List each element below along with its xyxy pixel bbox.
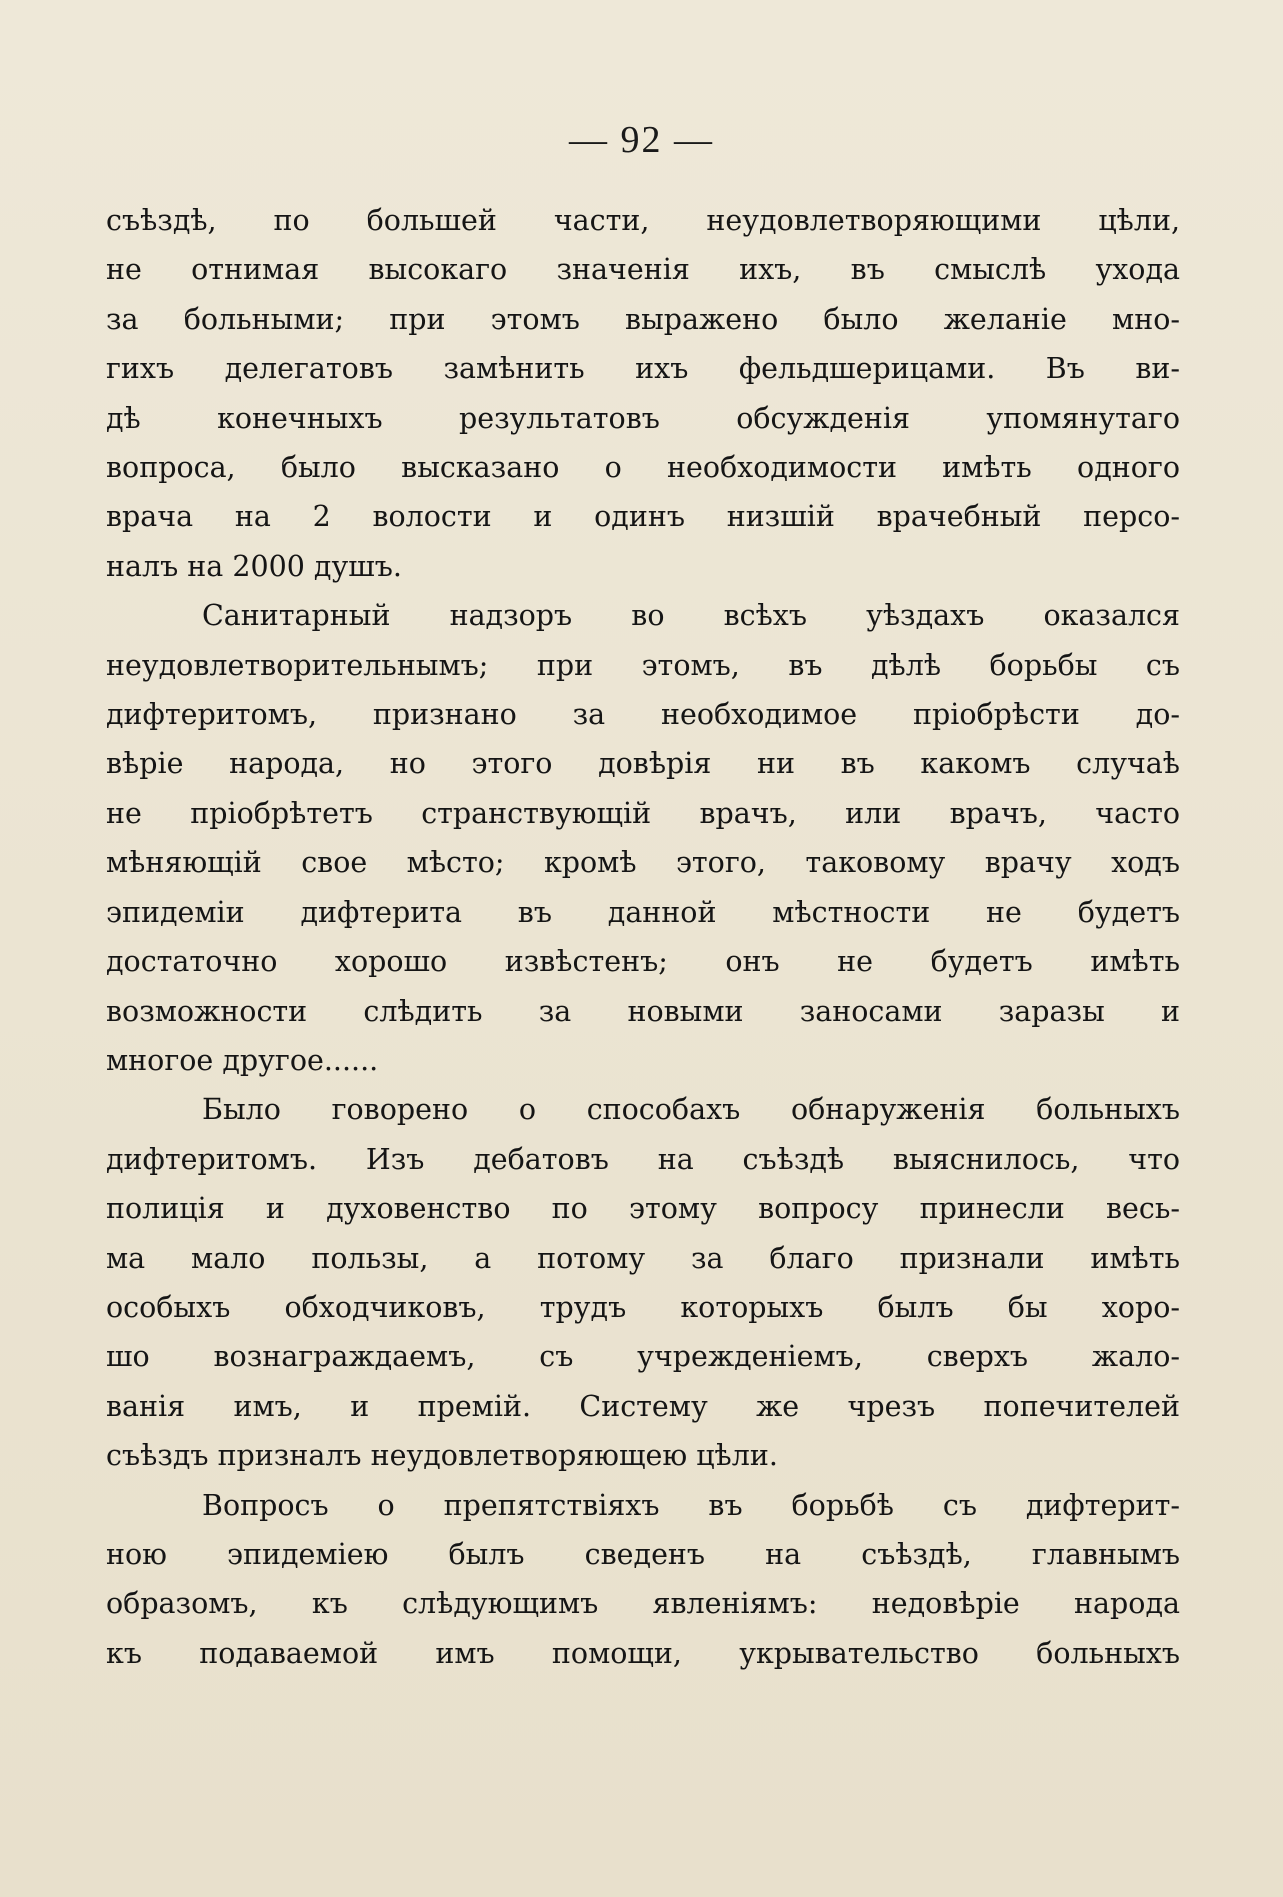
text-line: гихъ делегатовъ замѣнить ихъ фельдшерицами. Въ ви-	[106, 352, 1180, 386]
text-line: Санитарный надзоръ во всѣхъ уѣздахъ оказался	[202, 599, 1180, 633]
text-line: эпидеміи дифтерита въ данной мѣстности не будетъ	[106, 895, 1180, 929]
text-line: не отнимая высокаго значенія ихъ, въ смыслѣ ухода	[106, 253, 1180, 287]
text-line: образомъ, къ слѣдующимъ явленіямъ: недовѣріе народа	[106, 1587, 1180, 1621]
text-line: дифтеритомъ, признано за необходимое пріобрѣсти до-	[106, 698, 1180, 732]
page-number: — 92 —	[569, 119, 714, 161]
text-line: неудовлетворительнымъ; при этомъ, въ дѣлѣ борьбы съ	[106, 648, 1180, 682]
text-line: съѣздъ призналъ неудовлетворяющею цѣли.	[106, 1439, 778, 1473]
text-line: врача на 2 волости и одинъ низшій врачебный персо-	[106, 500, 1180, 534]
text-line: Вопросъ о препятствіяхъ въ борьбѣ съ дифтерит-	[202, 1488, 1180, 1522]
text-line: съѣздѣ, по большей части, неудовлетворяющими цѣли,	[106, 204, 1180, 237]
text-line: Было говорено о способахъ обнаруженія больныхъ	[202, 1093, 1180, 1127]
text-line: ма мало пользы, а потому за благо признали имѣть	[106, 1241, 1180, 1275]
text-line: ною эпидеміею былъ сведенъ на съѣздѣ, главнымъ	[106, 1537, 1180, 1571]
text-line: особыхъ обходчиковъ, трудъ которыхъ былъ бы хоро-	[106, 1290, 1180, 1324]
text-line: дѣ конечныхъ результатовъ обсужденія упомянутаго	[106, 401, 1180, 435]
paragraph	[106, 196, 1180, 591]
text-line: не пріобрѣтетъ странствующій врачъ, или врачъ, часто	[106, 796, 1180, 830]
text-line: вѣріе народа, но этого довѣрія ни въ какомъ случаѣ	[106, 747, 1180, 781]
text-line: ванія имъ, и премій. Систему же чрезъ попечителей	[106, 1389, 1180, 1423]
text-line: возможности слѣдить за новыми заносами заразы и	[106, 994, 1180, 1028]
text-line: за больными; при этомъ выражено было желаніе мно-	[106, 302, 1180, 336]
paragraph	[106, 591, 1180, 1085]
text-line: многое другое......	[106, 1043, 379, 1077]
paragraph	[106, 1481, 1180, 1679]
text-line: полиція и духовенство по этому вопросу принесли весь-	[106, 1192, 1180, 1226]
paragraph	[106, 1085, 1180, 1480]
text-line: достаточно хорошо извѣстенъ; онъ не будетъ имѣть	[106, 945, 1180, 979]
text-line: къ подаваемой имъ помощи, укрывательство больныхъ	[106, 1636, 1180, 1670]
text-line: вопроса, было высказано о необходимости имѣть одного	[106, 451, 1180, 485]
text-line: мѣняющій свое мѣсто; кромѣ этого, таковому врачу ходъ	[106, 846, 1180, 880]
text-line: шо вознаграждаемъ, съ учрежденіемъ, сверхъ жало-	[106, 1340, 1180, 1374]
text-line: дифтеритомъ. Изъ дебатовъ на съѣздѣ выяснилось, что	[106, 1142, 1180, 1176]
page-body	[106, 196, 1180, 1678]
text-line: налъ на 2000 душъ.	[106, 549, 402, 583]
